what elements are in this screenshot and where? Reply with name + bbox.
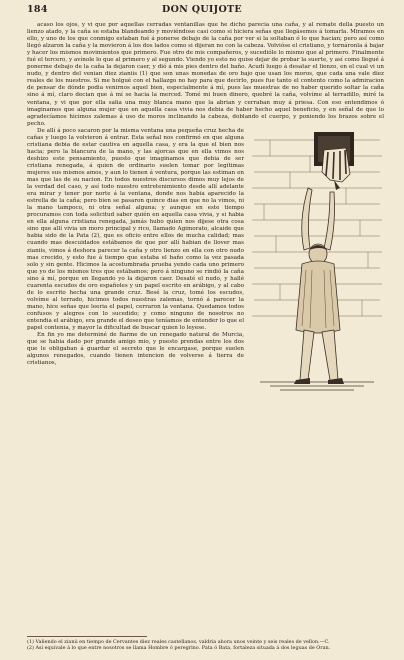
footnotes xyxy=(27,636,384,651)
engraving-illustration xyxy=(250,130,384,396)
body-text xyxy=(27,22,384,399)
footnote-rule xyxy=(27,636,147,637)
page-number: 184 xyxy=(27,4,48,15)
footnote: (1) Valiendo el zianii en tiempo de Cervantes diez reales castellanos, valdria ahora unos veinte y seis reales de vellon.—C. xyxy=(27,639,330,645)
paragraph: En fin yo me determiné de fiarme de un renegado natural de Murcia, que se habia dado por grande amigo mio, y puesto prendas entre los dos que le obligaban á guardar el secreto que le encargase, porque suelen algunos renegados, cuando tienen intencion de volverse á tierra de cristianos, xyxy=(27,332,244,367)
running-title: DON QUIJOTE xyxy=(162,4,242,15)
paragraph: De allí á poco sacaron por la misma ventana una pequeña cruz hecha de cañas y luego la volvieron á entrar. Esta señal nos confirmó en que alguna cristiana debia de estar cautiva en aquella casa, y era la que el bien nos hacia; pero la blancura de la mano, y las ajorcas que en ella vimos nos deshizo este pensamiento, puesto que imaginamos que debia de ser cristiana renegada, á quien de ordinario suelen tomar por legítimas mujeres sus mismos amos, y aun lo tienen á ventura, porque las estiman en mas que las de su nacion. En todos nuestros discursos dimos muy lejos de la verdad del caso, y así todo nuestro entretenimiento desde allí adelante era mirar y tener por norte á la ventana, donde nos habia aparecido la estrella de la caña; pero bien se pasaron quince dias en que no la vimos, ni la mano tampoco, ni otra señal alguna; y aunque en este tiempo procuramos con toda solicitud saber quién en aquella casa vivia, y si habia en ella alguna cristiana renegada, jamás hubo quien nos dijese otra cosa sino que allí vivia un moro principal y rico, llamado Agimorato, alcaide que habia sido de la Pata (2), que es oficio entre ellos de mucha calidad; mas cuando mas descuidados estábamos de que por allí habian de llover mas zianiis, vimos á deshora parecer la caña y otro lienzo en ella con otro nudo mas crecido, y esto fue á tiempo que estaba el baño como la vez pasada solo y sin gente. Hicimos la acostumbrada prueba yendo cada uno primero que yo de los mismos tres que estábamos; pero á ninguno se rindió la caña sino á mí, porque en llegando yo la dejaron caer. Desaté el nudo, y hallé cuarenta escudos de oro españoles y un papel escrito en arábigo, y al cabo de lo escrito hecha una grande cruz. Besé la cruz, tomé los escudos, volvíme al terrado, hicimos todos nuestras zalemas, tornó á parecer la mano, hice señas que leeria el papel, cerraron la ventana. Quedamos todos confusos y alegres con lo sucedido; y como ninguno de nosotros no entendia el arábigo, era grande el deseo que teníamos de entender lo que el papel contenia, y mayor la dificultad de buscar quien lo leyese. xyxy=(27,127,244,332)
page-header xyxy=(27,4,377,18)
footnote: (2) Así equivale á lo que entre nosotros se llama Hombre ó peregrino. Pata ó Bata, fortaleza situada á dos leguas de Oran. xyxy=(27,645,331,652)
paragraph: acaso los ojos, y vi que por aquellas cerradas ventanillas que he dicho parecia una caña, y al remate della puesto un lienzo atado, y la caña se estaba blandeando y moviéndose casi como si hiciera señas que llegásemos á tomarla. Miramos en ello, y uno de los que conmigo estaban fué á ponerse debajo de la caña por ver si la soltaban ó lo que hacian; pero así como llegó alzaron la caña y la movieron á los dos lados como si dijeran no con la cabeza. Volvióse el cristiano, y tornáronla á bajar y hacer los mismos movimientos que primero. Fue otro de mis compañeros, y sucedióle lo mismo que al primero. Finalmente fué el tercero, y avínole lo que al primero y al segundo. Viendo yo esto no quise dejar de probar la suerte, y así como llegué á ponerme debajo de la caña la dejaron caer, y dió á mis pies dentro del baño. Acudí luego á desatar el lienzo, en el cual vi un nudo, y dentro del venian diez zianiis (1) que son unas monedas de oro bajo que usan los moros, que cada una vale diez reales de los nuestros. Si me holgué con el hallazgo no hay para que decirlo, pues fue tanto el contento como la admiracion de pensar de dónde podia venirnos aquel bien, especialmente á mí, pues las muestras de no haber querido soltar la caña sino á mí, claro decian que á mí se hacia la merced. Tomé mi buen dinero, quebré la caña, volvíme al terradillo, miré la ventana, y vi que por ella salia una muy blanca mano que la abrian y cerraban muy á priesa. Con eso entendimos ó imaginamos que alguna mujer que en aquella casa vivia nos debia de haber hecho aquel beneficio, y en señal de que lo agradecíamos hicimos zalemas á uso de moros inclinando la cabeza, doblando el cuerpo, y poniendo los brazos sobre el pecho. xyxy=(27,22,384,127)
